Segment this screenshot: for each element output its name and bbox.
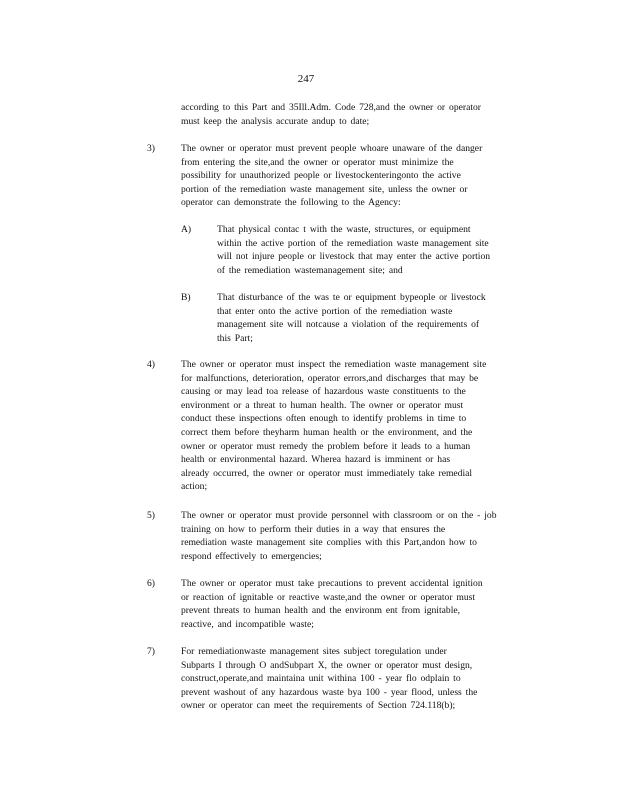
text-line: prevent washout of any hazardous waste bya 100 - year flood, unless the xyxy=(181,686,478,698)
text-line: reactive, and incompatible waste; xyxy=(181,618,314,630)
text-line: respond effectively to emergencies; xyxy=(181,550,322,562)
subitem-paragraph xyxy=(217,223,541,277)
text-line: within the active portion of the remediation waste management site xyxy=(217,237,489,249)
text-line: Subparts I through O andSubpart X, the owner or operator must design, xyxy=(181,659,473,671)
item-paragraph xyxy=(181,645,541,713)
text-line: according to this Part and 35Ill.Adm. Code 728,and the owner or operator xyxy=(181,102,481,113)
text-line: The owner or operator must prevent people whoare unaware of the danger xyxy=(181,143,483,154)
text-line: for malfunctions, deterioration, operator errors,and discharges that may be xyxy=(181,372,479,384)
text-line: or reaction of ignitable or reactive waste,and the owner or operator must xyxy=(181,591,476,603)
text-line: from entering the site,and the owner or operator must minimize the xyxy=(181,156,454,168)
text-line: remediation waste management site complies with this Part,andon how to xyxy=(181,537,477,549)
continuation-paragraph xyxy=(181,101,541,128)
item-paragraph xyxy=(181,577,541,631)
item-number: 5) xyxy=(147,510,155,521)
text-line: management site will notcause a violation of the requirements of xyxy=(217,319,480,331)
text-line: owner or operator must remedy the problem before it leads to a human xyxy=(181,440,471,452)
text-line: That disturbance of the was te or equipment bypeople or livestock xyxy=(217,292,486,303)
text-line: training on how to perform their duties in a way that ensures the xyxy=(181,523,446,535)
text-line: action; xyxy=(181,481,208,493)
text-line: must keep the analysis accurate andup to date; xyxy=(181,115,370,127)
text-line: prevent threats to human health and the environm ent from ignitable, xyxy=(181,605,461,617)
page-number: 247 xyxy=(297,73,315,85)
text-line: conduct these inspections often enough to identify problems in time to xyxy=(181,413,467,425)
subitem-number: B) xyxy=(181,292,191,303)
text-line: The owner or operator must inspect the remediation waste management site xyxy=(181,359,487,370)
text-line: already occurred, the owner or operator must immediately take remedial xyxy=(181,467,473,479)
text-line: health or environmental hazard. Wherea hazard is imminent or has xyxy=(181,454,451,466)
item-number: 4) xyxy=(147,359,155,370)
text-line: operator can demonstrate the following to the Agency: xyxy=(181,197,401,209)
item-paragraph xyxy=(181,142,541,210)
text-line: construct,operate,and maintaina unit withina 100 - year flo odplain to xyxy=(181,673,461,685)
text-line: of the remediation wastemanagement site; and xyxy=(217,264,403,276)
subitem-number: A) xyxy=(181,224,192,235)
text-line: causing or may lead toa release of hazardous waste constituents to the xyxy=(181,386,466,398)
text-line: The owner or operator must take precautions to prevent accidental ignition xyxy=(181,578,483,589)
text-line: correct them before theyharm human health or the environment, and the xyxy=(181,426,473,438)
item-paragraph xyxy=(181,509,541,563)
text-line: That physical contac t with the waste, structures, or equipment xyxy=(217,224,471,235)
text-line: owner or operator can meet the requirements of Section 724.118(b); xyxy=(181,700,456,712)
text-line: that enter onto the active portion of the remediation waste xyxy=(217,305,453,317)
item-number: 6) xyxy=(147,578,155,589)
subitem-paragraph xyxy=(217,291,541,345)
item-number: 7) xyxy=(147,646,155,657)
item-number: 3) xyxy=(147,143,155,154)
text-line: possibility for unauthorized people or livestockenteringonto the active xyxy=(181,170,461,182)
text-line: environment or a threat to human health. The owner or operator must xyxy=(181,399,464,411)
item-paragraph xyxy=(181,358,541,494)
text-line: portion of the remediation waste management site, unless the owner or xyxy=(181,183,468,195)
text-line: this Part; xyxy=(217,332,253,344)
text-line: For remediationwaste management sites subject toregulation under xyxy=(181,646,447,657)
text-line: will not injure people or livestock that may enter the active portion xyxy=(217,251,491,263)
text-line: The owner or operator must provide personnel with classroom or on the - job xyxy=(181,510,497,521)
